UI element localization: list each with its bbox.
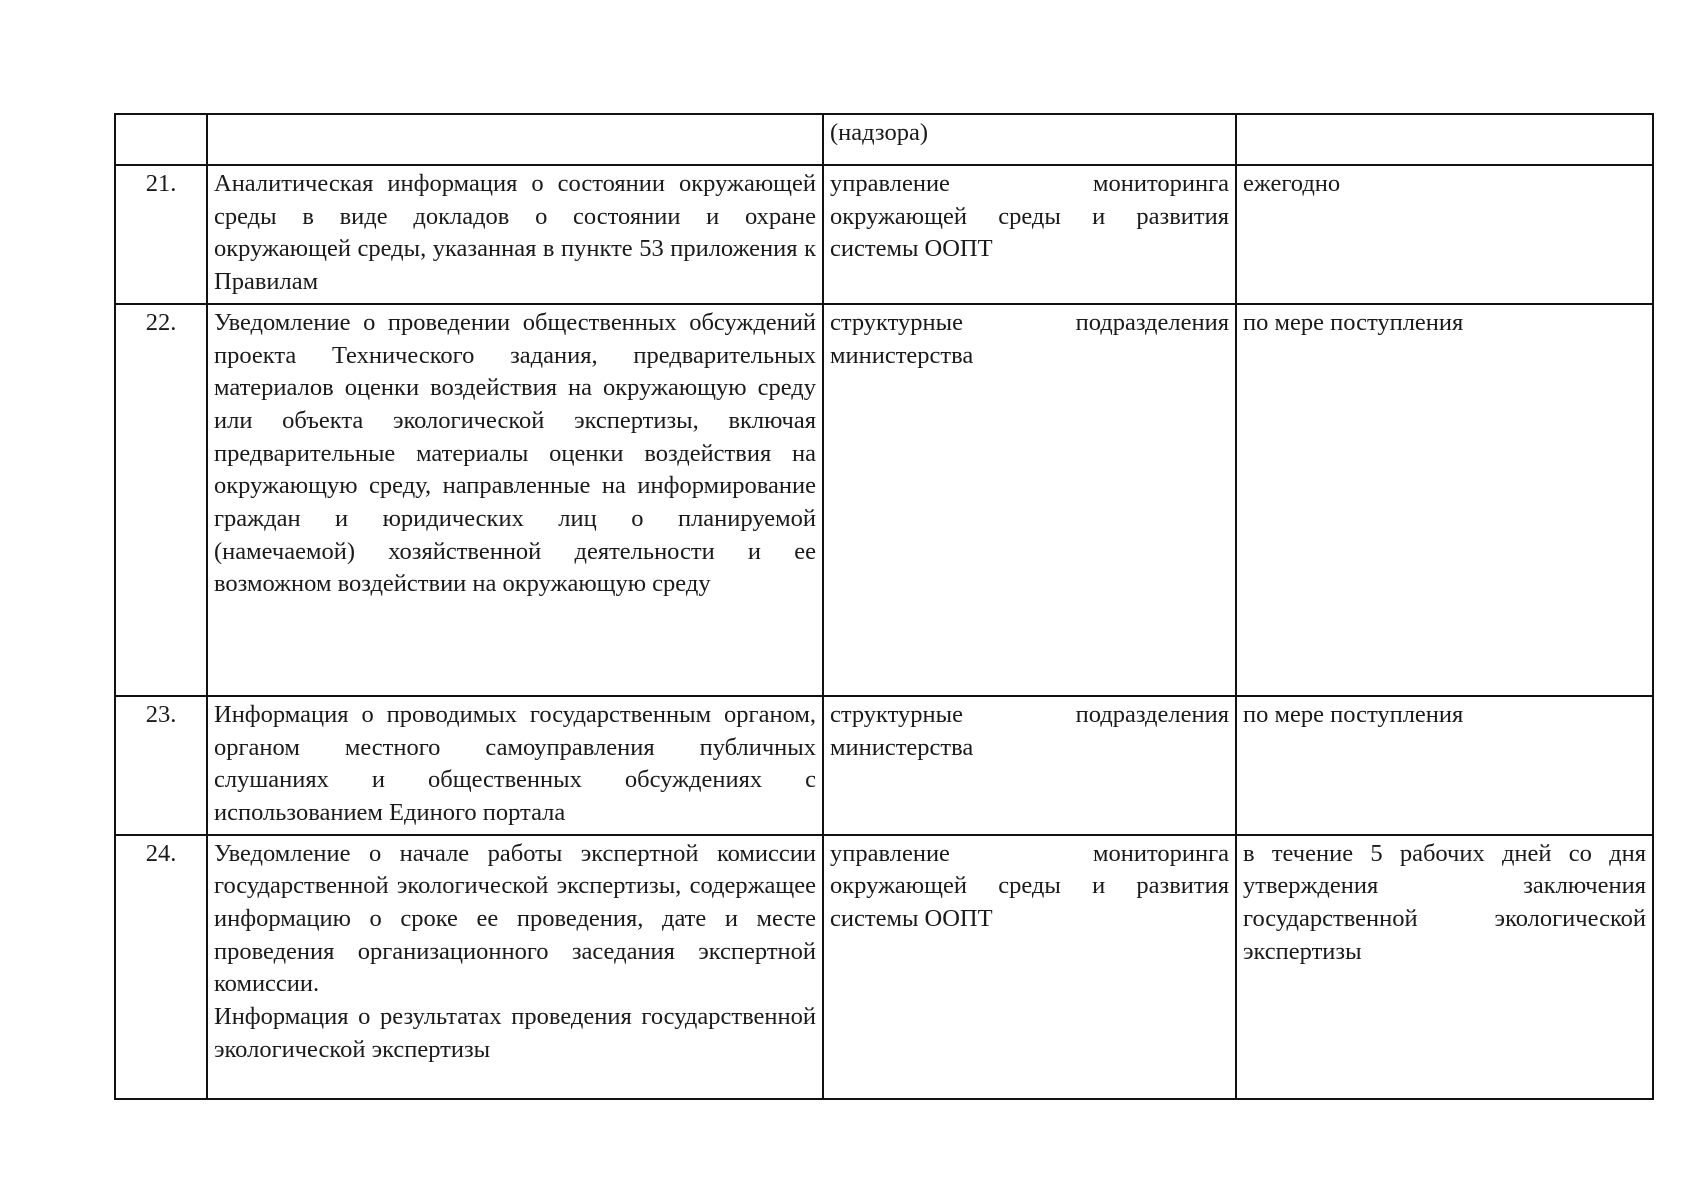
info-name-cell [207, 835, 823, 1099]
responsible-cell: управление мониторинга окружающей среды и развития системы ООПТ [823, 835, 1236, 1099]
table-row [115, 696, 1653, 835]
info-name-paragraph: Уведомление о начале работы экспертной комиссии государственной экологической экспертизы, содержащее информацию о сроке ее проведения, дате и месте проведения организационного заседания экспертной комиссии. [214, 839, 816, 998]
info-name-cell [207, 114, 823, 165]
responsible-cell: управление мониторинга окружающей среды и развития системы ООПТ [823, 165, 1236, 304]
table-row [115, 165, 1653, 304]
table-row [115, 835, 1653, 1099]
row-number-cell: 24. [115, 835, 207, 1099]
table-row [115, 304, 1653, 696]
responsible-cell: структурные подразделения министерства [823, 304, 1236, 696]
row-number-cell: 21. [115, 165, 207, 304]
term-cell: по мере поступления [1236, 304, 1653, 696]
info-name-cell: Информация о проводимых государственным органом, органом местного самоуправления публичных слушаниях и общественных обсуждениях с использованием Единого портала [207, 696, 823, 835]
row-number-cell: 23. [115, 696, 207, 835]
info-name-cell: Аналитическая информация о состоянии окружающей среды в виде докладов о состоянии и охране окружающей среды, указанная в пункте 53 приложения к Правилам [207, 165, 823, 304]
information-table [114, 113, 1654, 1100]
term-cell [1236, 114, 1653, 165]
row-number-cell: 22. [115, 304, 207, 696]
term-cell: в течение 5 рабочих дней со дня утверждения заключения государственной экологической экспертизы [1236, 835, 1653, 1099]
term-cell: по мере поступления [1236, 696, 1653, 835]
responsible-cell: (надзора) [823, 114, 1236, 165]
responsible-cell: структурные подразделения министерства [823, 696, 1236, 835]
info-name-clip [214, 838, 816, 1094]
info-name-paragraph: Информация о результатах проведения государственной экологической экспертизы [214, 1003, 816, 1063]
term-cell: ежегодно [1236, 165, 1653, 304]
info-name-cell: Уведомление о проведении общественных обсуждений проекта Технического задания, предварительных материалов оценки воздействия на окружающую среду или объекта экологической экспертизы, включая предварительные материалы оценки воздействия на окружающую среду, направленные на информирование граждан и юридических лиц о планируемой (намечаемой) хозяйственной деятельности и ее возможном воздействии на окружающую среду [207, 304, 823, 696]
row-number-cell [115, 114, 207, 165]
table-row [115, 114, 1653, 165]
